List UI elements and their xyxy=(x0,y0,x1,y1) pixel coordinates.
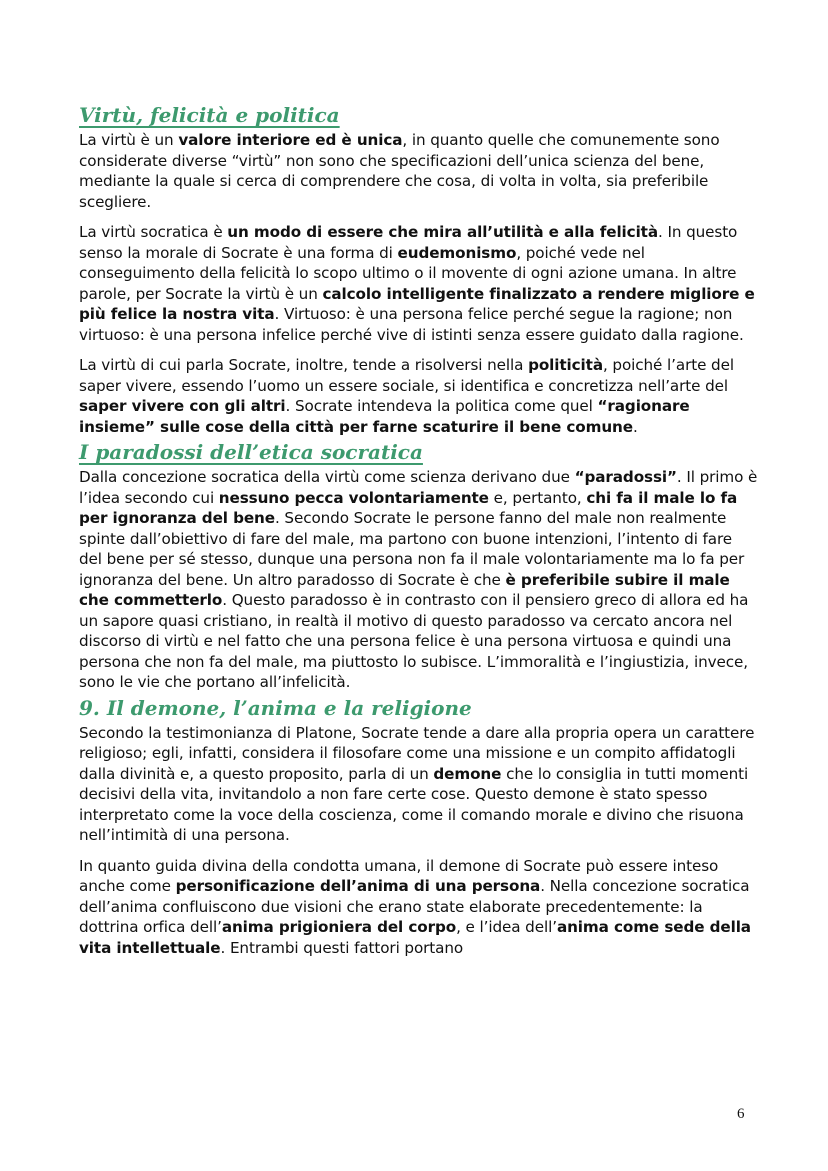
document-page xyxy=(79,100,759,958)
section-title-paradossi: I paradossi dell’etica socratica xyxy=(79,440,423,464)
paragraph: In quanto guida divina della condotta umana, il demone di Socrate può essere inteso anche come personificazione dell’anima di una persona. Nella concezione socratica dell’anima confluiscono due visioni che erano state elaborate precedentemente: la dottrina orfica dell’anima prigioniera del corpo, e l’idea dell’anima come sede della vita intellettuale. Entrambi questi fattori portano xyxy=(79,856,751,957)
paragraph: La virtù di cui parla Socrate, inoltre, tende a risolversi nella politicità, poiché l’arte del saper vivere, essendo l’uomo un essere sociale, si identifica e concretizza nell’arte del saper vivere con gli altri. Socrate intendeva la politica come quel “ragionare insieme” sulle cose della città per farne scaturire il bene comune. xyxy=(79,356,734,436)
paragraph: La virtù socratica è un modo di essere che mira all’utilità e alla felicità. In questo senso la morale di Socrate è una forma di eudemonismo, poiché vede nel conseguimento della felicità lo scopo ultimo o il movente di ogni azione umana. In altre parole, per Socrate la virtù è un calcolo intelligente finalizzato a rendere migliore e più felice la nostra vita. Virtuoso: è una persona felice perché segue la ragione; non virtuoso: è una persona infelice perché vive di istinti senza essere guidato dalla ragione. xyxy=(79,223,755,344)
section-title-demone: 9. Il demone, l’anima e la religione xyxy=(79,695,472,720)
paragraph: Dalla concezione socratica della virtù come scienza derivano due “paradossi”. Il primo è l’idea secondo cui nessuno pecca volontariamente e, pertanto, chi fa il male lo fa per ignoranza del bene. Secondo Socrate le persone fanno del male non realmente spinte dall’obiettivo di fare del male, ma partono con buone intenzioni, l’intento di fare del bene per sé stesso, dunque una persona non fa il male volontariamente ma lo fa per ignoranza del bene. Un altro paradosso di Socrate è che è preferibile subire il male che commetterlo. Questo paradosso è in contrasto con il pensiero greco di allora ed ha un sapore quasi cristiano, in realtà il motivo di questo paradosso va cercato ancora nel discorso di virtù e nel fatto che una persona felice è una persona virtuosa e quindi una persona che non fa del male, ma piuttosto lo subisce. L’immoralità e l’ingiustizia, invece, sono le vie che portano all’infelicità. xyxy=(79,468,758,691)
section-title-virtu: Virtù, felicità e politica xyxy=(79,103,340,127)
page-number: 6 xyxy=(737,1106,745,1122)
paragraph: Secondo la testimonianza di Platone, Socrate tende a dare alla propria opera un carattere religioso; egli, infatti, considera il filosofare come una missione e un compito affidatogli dalla divinità e, a questo proposito, parla di un demone che lo consiglia in tutti momenti decisivi della vita, invitandolo a non fare certe cose. Questo demone è stato spesso interpretato come la voce della coscienza, come il comando morale e divino che risuona nell’intimità di una persona. xyxy=(79,723,755,844)
paragraph: La virtù è un valore interiore ed è unica, in quanto quelle che comunemente sono considerate diverse “virtù” non sono che specificazioni dell’unica scienza del bene, mediante la quale si cerca di comprendere che cosa, di volta in volta, sia preferibile scegliere. xyxy=(79,131,720,211)
